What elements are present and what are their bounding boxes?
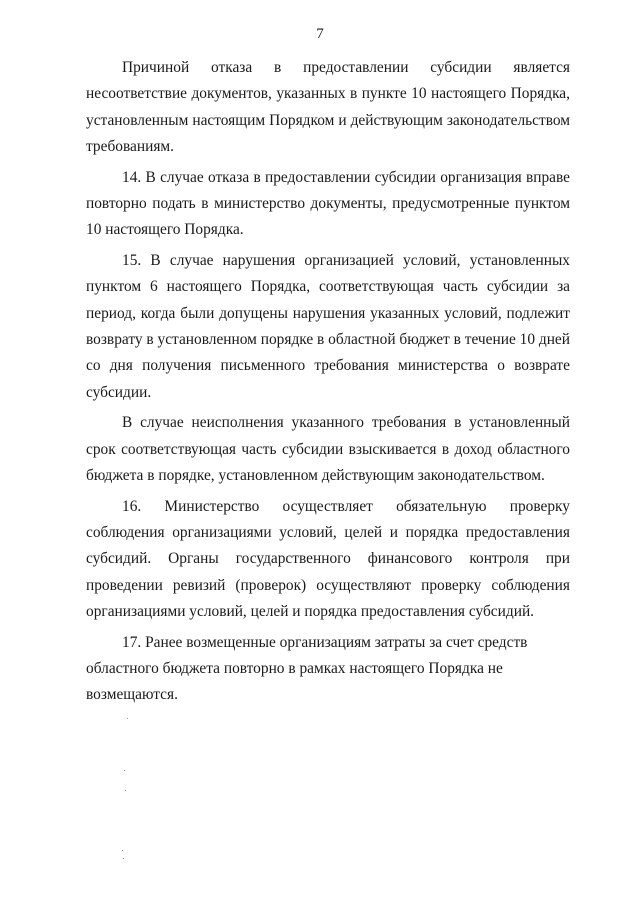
scan-artifact: [122, 850, 123, 851]
scan-artifact: [124, 770, 125, 771]
document-body: [86, 55, 570, 713]
page-number: 7: [316, 26, 324, 42]
scan-artifact: [125, 790, 126, 791]
paragraph-17-no-double-compensation: 17. Ранее возмещенные организациям затраты за счет средств областного бюджета повторно в рамках настоящего Порядка не возмещаются.: [86, 633, 528, 704]
paragraph-refusal-reason: Причиной отказа в предоставлении субсидии является несоответствие документов, указанных в пункте 10 настоящего Порядка, установленным настоящим Порядком и действующим законодательством требованиям.: [86, 59, 570, 156]
paragraph-15-enforcement: В случае неисполнения указанного требования в установленный срок соответствующая часть субсидии взыскивается в доход областного бюджета в порядке, установленном действующим законодательством.: [86, 414, 570, 485]
scan-artifact: [123, 858, 124, 859]
scan-artifact: [127, 718, 128, 719]
paragraph-14-resubmission: 14. В случае отказа в предоставлении субсидии организация вправе повторно подать в министерство документы, предусмотренные пунктом 10 настоящего Порядка.: [86, 168, 570, 239]
paragraph-16-inspection: 16. Министерство осуществляет обязательную проверку соблюдения организациями условий, целей и порядка предоставления субсидий. Органы государственного финансового контроля при проведении ревизий (проверок) осуществляют проверку соблюдения организациями условий, целей и порядка предоставления субсидий.: [86, 497, 570, 621]
paragraph-15-violation-refund: 15. В случае нарушения организацией условий, установленных пунктом 6 настоящего Порядка, соответствующая часть субсидии за период, когда были допущены нарушения указанных условий, подлежит возврату в установленном порядке в областной бюджет в течение 10 дней со дня получения письменного требования министерства о возврате субсидии.: [86, 251, 570, 401]
